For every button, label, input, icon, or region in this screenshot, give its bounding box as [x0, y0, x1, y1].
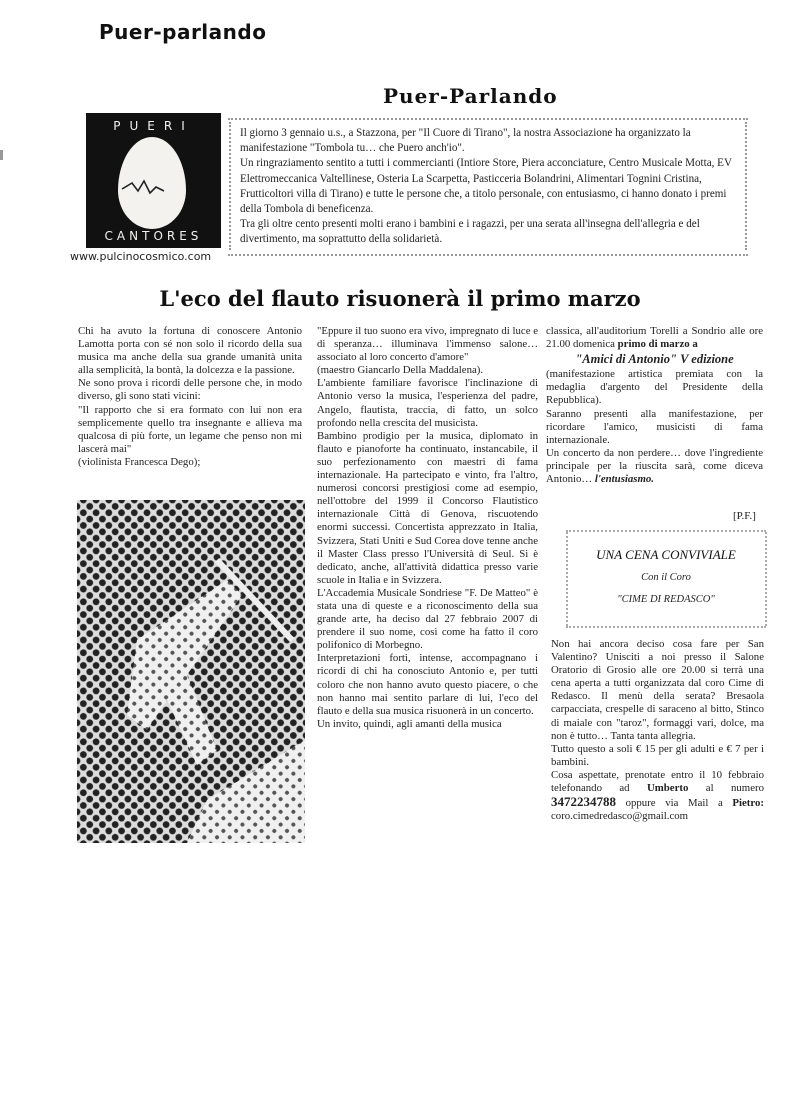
- article-column-2: [317, 325, 538, 731]
- article-paragraph: [546, 325, 763, 351]
- intro-paragraph: Un ringraziamento sentito a tutti i commercianti (Intiore Store, Piera acconciature, Centro Musicale Motta, EV Elettromeccanica Valtellinese, Osteria La Scarpetta, Pasticceria Bolandrini, Alimentari Tognini Cristina, Frutticoltori villa di Tirano) e tutte le persone che, a titolo personale, con entusiasmo, ci hanno donato i premi della Tombola di beneficenza.: [240, 157, 732, 216]
- article-paragraph: [546, 447, 763, 486]
- closing-lead: Un concerto da non perdere… dove l'ingrediente principale per la riuscita sarà, come diceva Antonio…: [546, 446, 763, 486]
- running-head: Puer-parlando: [99, 20, 267, 44]
- article-paragraph: Ne sono prova i ricordi delle persone che, in modo diverso, gli sono stati vicini:: [78, 377, 302, 403]
- flutist-photo: [77, 500, 305, 843]
- box-choir-name: "CIME DI REDASCO": [617, 594, 715, 605]
- box-subtitle: Con il Coro: [641, 572, 691, 583]
- pueri-cantores-logo: [86, 113, 221, 248]
- article-column-3: [546, 325, 763, 486]
- dinner-contact: [551, 769, 764, 823]
- intro-paragraph: Il giorno 3 gennaio u.s., a Stazzona, per "Il Cuore di Tirano", la nostra Associazione ha organizzato la manifestazione "Tombola tu… che Puero anch'io".: [240, 127, 691, 155]
- article-quote: "Eppure il tuo suono era vivo, impregnato di luce e di speranza… illuminava l'immenso salone… associato al loro concerto d'amore": [317, 325, 538, 364]
- mail-contact-name: Pietro:: [732, 797, 764, 810]
- article-title: L'eco del flauto risuonerà il primo marzo: [159, 286, 641, 311]
- logo-url: www.pulcinocosmico.com: [70, 250, 212, 263]
- event-name: "Amici di Antonio" V edizione: [575, 352, 734, 367]
- dinner-text: [551, 638, 764, 823]
- contact-name: Umberto: [647, 782, 689, 795]
- phone-number: 3472234788: [551, 794, 616, 810]
- chick-scribble-icon: [118, 137, 186, 229]
- email-address: coro.cimedredasco@gmail.com: [551, 810, 689, 823]
- article-paragraph: Un invito, quindi, agli amanti della musica: [317, 717, 502, 730]
- article-paragraph: Saranno presenti alla manifestazione, per ricordare l'amico, musicisti di fama internazionale.: [546, 407, 763, 446]
- event-date: primo di marzo a: [617, 338, 698, 351]
- contact-mid: al numero: [705, 782, 764, 795]
- article-column-1: [78, 325, 302, 469]
- article-paragraph: (manifestazione artistica premiata con la medaglia d'argento del Presidente della Repubblica).: [546, 368, 763, 407]
- intro-text: [240, 126, 738, 248]
- article-attribution: (maestro Giancarlo Della Maddalena).: [317, 364, 484, 377]
- intro-border-left: [229, 122, 231, 250]
- intro-border-bottom: [228, 254, 748, 256]
- dinner-paragraph: Tutto questo a soli € 15 per gli adulti e € 7 per i bambini.: [551, 742, 764, 768]
- dinner-paragraph: Non hai ancora deciso cosa fare per San Valentino? Unisciti a noi presso il Salone Oratorio di Grosio alle ore 20.00 si terrà una cena aperta a tutti organizzata dal coro Cime di Redasco. Il menù della serata? Bresaola carpacciata, crespelle di saraceno al bitto, Stinco di maiale con "taroz", formaggi vari, dolce, ma non è tutto… Tanta tanta allegria.: [551, 638, 764, 742]
- logo-top-word: PUERI: [113, 119, 194, 133]
- article-paragraph: L'Accademia Musicale Sondriese "F. De Matteo" è stata una di queste e a riconoscimento della sua grande arte, ha deciso dal 27 febbraio 2007 di prendere il suo nome, così come ha fatto il coro polifonico di Morbegno.: [317, 586, 538, 652]
- event-lead: classica, all'auditorium Torelli a Sondrio alle ore 21.00 domenica: [546, 325, 763, 351]
- article-paragraph: L'ambiente familiare favorisce l'inclinazione di Antonio verso la musica, l'esperienza del padre, Angelo, flautista, traccia, di fatto, un solco profondo nella crescita del musicista.: [317, 377, 538, 429]
- egg-icon: [118, 137, 186, 229]
- intro-border-top: [228, 118, 748, 120]
- article-paragraph: Interpretazioni forti, intense, accompagnano i ricordi di chi ha conosciuto Antonio e, per tutti coloro che non hanno avuto questo piacere, o che non hanno mai sentito parlare di lui, l'eco del flauto e della sua musica risuonerà in un concerto.: [317, 652, 538, 717]
- author-signature: [P.F.]: [733, 510, 756, 522]
- article-paragraph: Bambino prodigio per la musica, diplomato in flauto e pianoforte ha continuato, instancabile, il suo perfezionamento con maestri di fama internazionale. Ha partecipato e vinto, fra l'altro, numerosi concorsi prestigiosi come ad esempio, nell'ottobre del 1999 il Concorso Flautistico internazionale Città di Genova, riscuotendo enormi successi. Concertista apprezzato in Italia, Svizzera, Stati Uniti e Sud Corea dove tenne anche il Master Class presso l'Università di Seul. Si è dedicato, anche, all'attività didattica presso varie scuole in Italia e in Svizzera.: [317, 429, 538, 586]
- halftone-photo: [77, 500, 305, 843]
- contact-tail: oppure via Mail a: [625, 797, 723, 810]
- section-title: Puer-Parlando: [383, 84, 558, 108]
- box-border-top: [566, 530, 766, 532]
- intro-border-right: [745, 122, 747, 250]
- contact-lead: Cosa aspettate, prenotate entro il 10 febbraio telefonando ad: [551, 768, 764, 795]
- closing-emphasis: l'entusiasmo.: [594, 473, 654, 486]
- intro-paragraph: Tra gli oltre cento presenti molti erano i bambini e i ragazzi, per una serata all'insegna dell'allegria e del divertimento, ma soprattutto della solidarietà.: [240, 218, 700, 246]
- article-attribution: (violinista Francesca Dego);: [78, 455, 201, 468]
- logo-bottom-word: CANTORES: [104, 229, 203, 243]
- article-quote: "Il rapporto che si era formato con lui non era semplicemente quello tra insegnante e allieva ma qualcosa di più forte, un legame che penso non mi lascerà mai": [78, 403, 302, 455]
- article-paragraph: Chi ha avuto la fortuna di conoscere Antonio Lamotta porta con sé non solo il ricordo della sua musica ma anche della sua grande umanità unita alla semplicità, la bontà, la dolcezza e la passione.: [78, 325, 302, 377]
- scan-mark: [0, 150, 3, 160]
- box-title: UNA CENA CONVIVIALE: [596, 547, 736, 562]
- box-border-bottom: [566, 626, 766, 628]
